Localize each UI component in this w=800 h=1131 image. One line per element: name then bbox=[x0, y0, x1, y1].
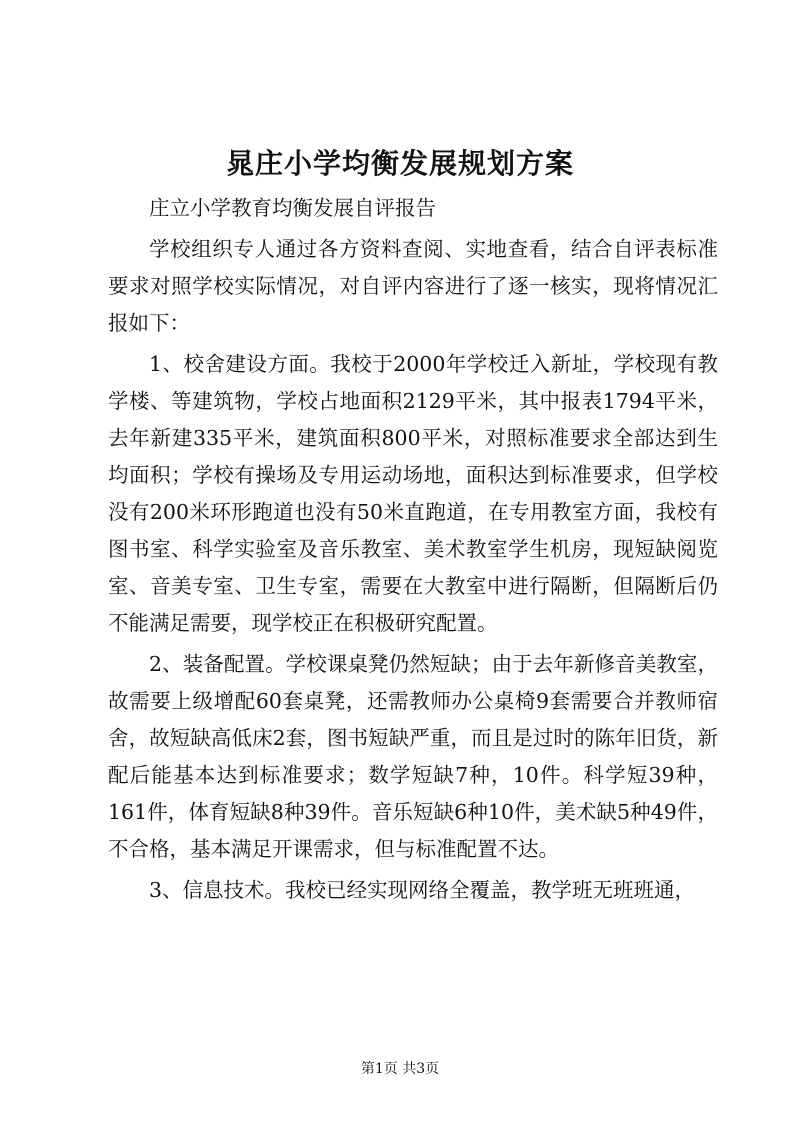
paragraph-intro: 学校组织专人通过各方资料查阅、实地查看，结合自评表标准要求对照学校实际情况，对自评内容进行了逐一核实，现将情况汇报如下： bbox=[108, 237, 718, 335]
paragraph-school-buildings: 1、校舍建设方面。我校于2000年学校迁入新址，学校现有教学楼、等建筑物，学校占地面积2129平米，其中报表1794平米，去年新建335平米，建筑面积800平米，对照标准要求全部达到生均面积；学校有操场及专用运动场地，面积达到标准要求，但学校没有200米环形跑道也没有50米直跑道，在专用教室方面，我校有图书室、科学实验室及音乐教室、美术教室学生机房，现短缺阅览室、音美专室、卫生专室，需要在大教室中进行隔断，但隔断后仍不能满足需要，现学校正在积极研究配置。 bbox=[108, 352, 718, 635]
paragraph-information-technology: 3、信息技术。我校已经实现网络全覆盖，教学班无班班通， bbox=[149, 878, 696, 902]
paragraph-equipment: 2、装备配置。学校课桌凳仍然短缺；由于去年新修音美教室，故需要上级增配60套桌凳，还需教师办公桌椅9套需要合并教师宿舍，故短缺高低床2套，图书短缺严重，而且是过时的陈年旧货，新配后能基本达到标准要求；数学短缺7种，10件。科学短39种，161件，体育短缺8种39件。音乐短缺6种10件，美术缺5种49件，不合格，基本满足开课需求，但与标准配置不达。 bbox=[108, 652, 718, 861]
document-body bbox=[108, 190, 718, 913]
report-subtitle: 庄立小学教育均衡发展自评报告 bbox=[149, 196, 436, 220]
document-title: 晁庄小学均衡发展规划方案 bbox=[225, 147, 574, 180]
page-number-footer: 第1页 共3页 bbox=[360, 1061, 440, 1077]
